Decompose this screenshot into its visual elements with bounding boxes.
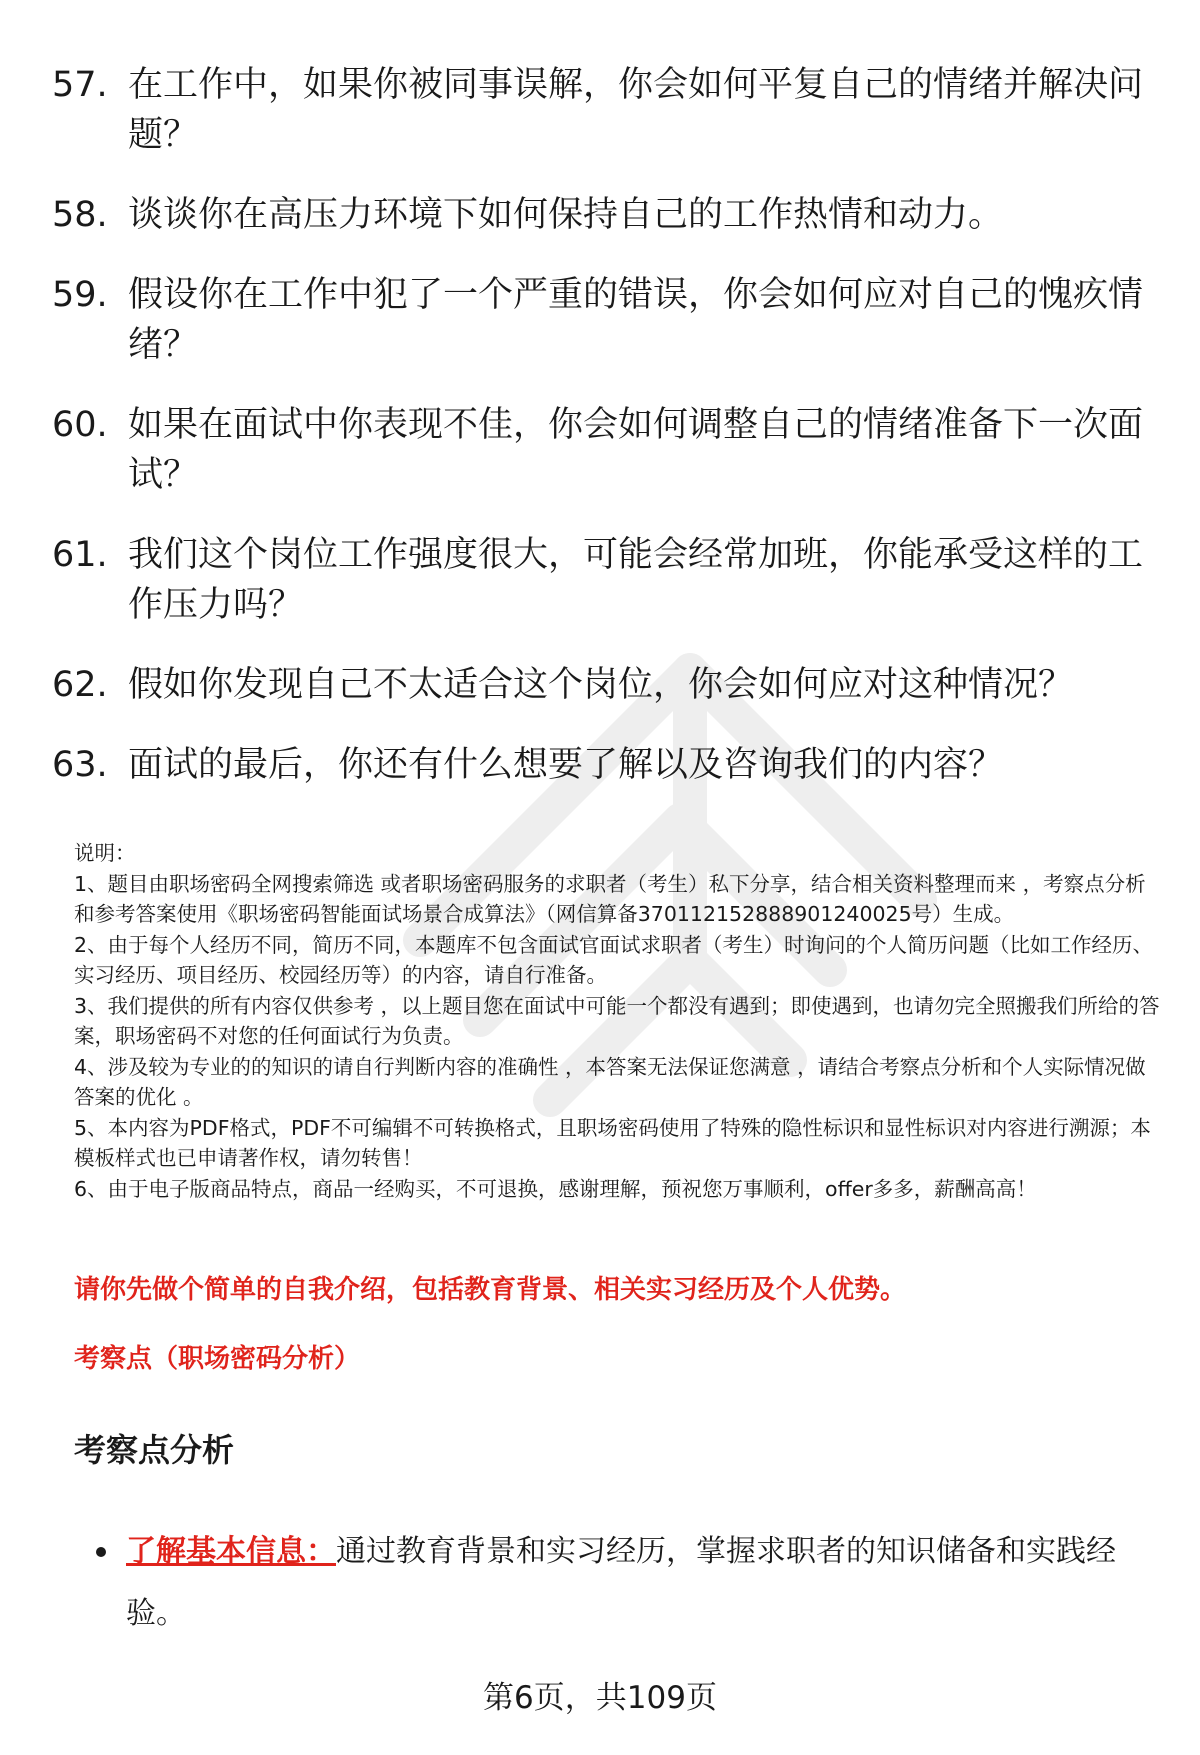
- question-number: 62.: [52, 665, 108, 705]
- note-item: 6、由于电子版商品特点，商品一经购买，不可退换，感谢理解，预祝您万事顺利，offer多多，薪酬高高！: [74, 1176, 1037, 1201]
- question-number: 60.: [52, 405, 108, 445]
- analysis-heading: 考察点分析: [74, 1431, 235, 1469]
- analysis-label: 考察点（职场密码分析）: [74, 1344, 361, 1374]
- question-list: [52, 60, 1152, 820]
- question-item: [52, 60, 1152, 160]
- page-number: 第6页，共109页: [483, 1680, 717, 1716]
- bullet-dot-icon: [96, 1547, 106, 1557]
- notes-title: 说明：: [74, 841, 136, 865]
- question-text: 假设你在工作中犯了一个严重的错误，你会如何应对自己的愧疚情绪？: [128, 275, 1144, 365]
- note-item: 3、我们提供的所有内容仅供参考 ，以上题目您在面试中可能一个都没有遇到；即使遇到，也请勿完全照搬我们所给的答案，职场密码不对您的任何面试行为负责。: [74, 993, 1160, 1048]
- analysis-bullet: [96, 1521, 1136, 1645]
- question-number: 58.: [52, 195, 108, 235]
- question-text: 在工作中，如果你被同事误解，你会如何平复自己的情绪并解决问题？: [128, 65, 1144, 155]
- bullet-content: [126, 1521, 1136, 1645]
- question-number: 57.: [52, 65, 108, 105]
- question-text: 面试的最后，你还有什么想要了解以及咨询我们的内容？: [128, 745, 1004, 785]
- note-item: 1、题目由职场密码全网搜索筛选 或者职场密码服务的求职者（考生）私下分享，结合相关资料整理而来 ，考察点分析和参考答案使用《职场密码智能面试场景合成算法》（网信算备370112152888901240025号）生成。: [74, 871, 1146, 926]
- question-text: 谈谈你在高压力环境下如何保持自己的工作热情和动力。: [128, 195, 1004, 235]
- note-item: 5、本内容为PDF格式，PDF不可编辑不可转换格式，且职场密码使用了特殊的隐性标识和显性标识对内容进行溯源；本模板样式也已申请著作权，请勿转售！: [74, 1115, 1151, 1170]
- question-item: [52, 400, 1152, 500]
- question-item: [52, 740, 1152, 790]
- question-number: 59.: [52, 275, 108, 315]
- question-text: 我们这个岗位工作强度很大，可能会经常加班，你能承受这样的工作压力吗？: [128, 535, 1144, 625]
- question-number: 63.: [52, 745, 108, 785]
- question-text: 假如你发现自己不太适合这个岗位，你会如何应对这种情况？: [128, 665, 1074, 705]
- question-text: 如果在面试中你表现不佳，你会如何调整自己的情绪准备下一次面试？: [128, 405, 1144, 495]
- note-item: 4、涉及较为专业的的知识的请自行判断内容的准确性 ，本答案无法保证您满意 ，请结合考察点分析和个人实际情况做答案的优化 。: [74, 1054, 1146, 1109]
- question-item: [52, 530, 1152, 630]
- intro-question-heading: 请你先做个简单的自我介绍，包括教育背景、相关实习经历及个人优势。: [74, 1275, 907, 1305]
- question-item: [52, 190, 1152, 240]
- note-item: 2、由于每个人经历不同，简历不同，本题库不包含面试官面试求职者（考生）时询问的个人简历问题（比如工作经历、实习经历、项目经历、校园经历等）的内容，请自行准备。: [74, 932, 1154, 987]
- question-item: [52, 270, 1152, 370]
- question-number: 61.: [52, 535, 108, 575]
- bullet-text: 通过教育背景和实习经历，掌握求职者的知识储备和实践经验。: [126, 1534, 1116, 1631]
- bullet-label: 了解基本信息：: [126, 1534, 336, 1569]
- notes-section: [74, 838, 1164, 1204]
- question-item: [52, 660, 1152, 710]
